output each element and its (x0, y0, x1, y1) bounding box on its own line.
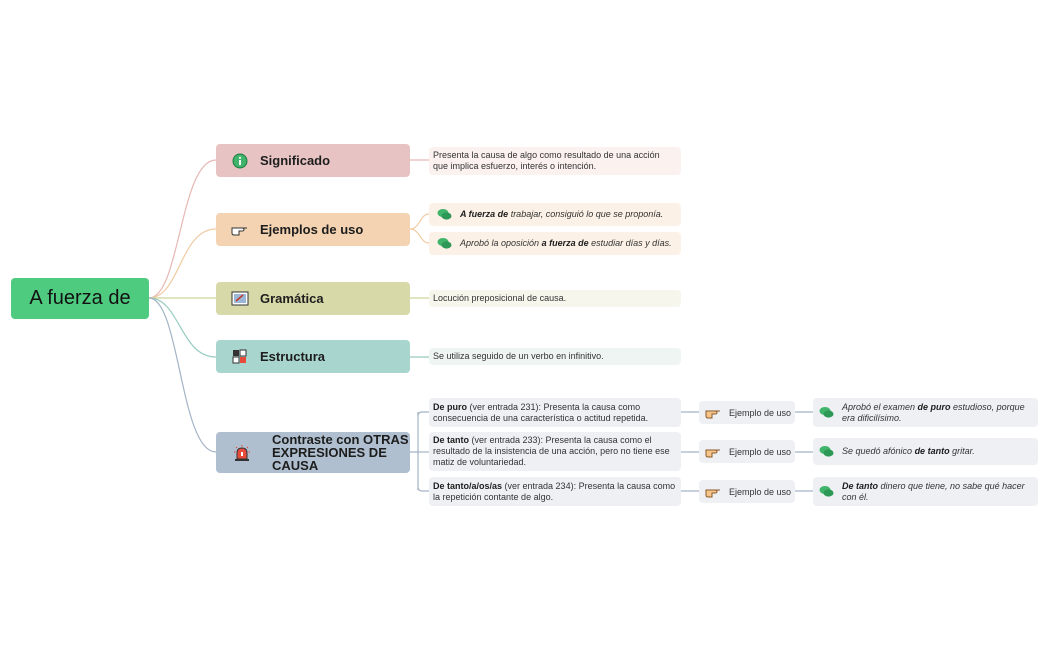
chat-bubbles-icon (819, 406, 834, 419)
branch-gramatica[interactable] (216, 282, 410, 315)
example-2-pre: Aprobó la oposición (460, 238, 542, 248)
gramatica-text-content: Locución preposicional de causa. (433, 293, 567, 303)
sentence-rest: dinero que tiene, no sabe qué hacer con él. (842, 480, 1025, 502)
example-2-bold: a fuerza de (541, 238, 589, 248)
ejemplo-label: Ejemplo de uso (729, 407, 792, 418)
contraste-term: De tanto/a/os/as (433, 480, 503, 491)
ejemplo-de-uso-node-2[interactable] (699, 440, 795, 463)
example-1-rest: trabajar, consiguió lo que se proponía. (508, 209, 664, 219)
ejemplo-de-uso-node-1[interactable] (699, 401, 795, 424)
branch-label: Gramática (260, 291, 324, 306)
info-icon (230, 151, 250, 171)
chat-bubbles-icon (819, 445, 834, 458)
contraste-desc: (ver entrada 233): Presenta la causa como el resultado de la insistencia de una acción, pero no tiene ese matiz de voluntariedad. (433, 435, 670, 467)
significado-text[interactable] (429, 147, 681, 175)
alarm-siren-icon (232, 443, 252, 463)
branch-label: Significado (260, 153, 331, 168)
pointing-hand-icon (705, 486, 721, 498)
sentence-rest: gritar. (949, 446, 975, 456)
contraste-sentence-2[interactable] (813, 438, 1038, 465)
root-label: A fuerza de (29, 287, 131, 309)
gramatica-text[interactable] (429, 290, 681, 307)
example-2-text (460, 238, 672, 249)
sentence-bold: de puro (917, 401, 951, 412)
pointing-hand-icon (705, 407, 721, 419)
contraste-sentence-3[interactable] (813, 477, 1038, 506)
root-topic[interactable] (11, 278, 149, 319)
estructura-text[interactable] (429, 348, 681, 365)
sentence-bold: de tanto (914, 446, 950, 456)
example-1-text (460, 209, 663, 220)
ejemplo-label: Ejemplo de uso (729, 486, 792, 497)
sentence-3-text (842, 481, 1038, 503)
sentence-rest: estudioso, porque era dificilísimo. (842, 401, 1025, 423)
pointing-hand-icon (705, 446, 721, 458)
branch-ejemplos[interactable] (216, 213, 410, 246)
contraste-item-de-tanto[interactable] (429, 432, 681, 471)
grammar-book-icon (230, 289, 250, 309)
contraste-term: De tanto (433, 435, 469, 445)
contraste-item-de-tanto-a-os-as[interactable] (429, 477, 681, 506)
example-sentence-2[interactable] (429, 232, 681, 255)
contraste-item-2-text (433, 435, 677, 468)
structure-blocks-icon (230, 347, 250, 367)
contraste-desc: (ver entrada 234): Presenta la causa como la repetición contante de algo. (433, 480, 676, 502)
branch-significado[interactable] (216, 144, 410, 177)
contraste-item-3-text (433, 481, 677, 503)
contraste-desc: (ver entrada 231): Presenta la causa como consecuencia de una característica o actitud repetida. (433, 401, 649, 423)
sentence-pre: Se quedó afónico (842, 446, 915, 456)
sentence-1-text (842, 402, 1038, 424)
sentence-pre: Aprobó el examen (842, 401, 918, 412)
contraste-item-1-text (433, 402, 677, 424)
example-1-bold: A fuerza de (460, 209, 509, 219)
branch-contraste[interactable] (216, 432, 410, 473)
ejemplo-de-uso-node-3[interactable] (699, 480, 795, 503)
branch-estructura[interactable] (216, 340, 410, 373)
branch-label: Contraste con OTRAS EXPRESIONES DE CAUSA (272, 432, 409, 473)
example-sentence-1[interactable] (429, 203, 681, 226)
estructura-text-content: Se utiliza seguido de un verbo en infinitivo. (433, 351, 604, 361)
chat-bubbles-icon (437, 237, 452, 250)
contraste-sentence-1[interactable] (813, 398, 1038, 427)
ejemplo-label: Ejemplo de uso (729, 446, 792, 457)
example-2-rest: estudiar días y días. (588, 238, 672, 248)
branch-label: Ejemplos de uso (260, 222, 364, 237)
sentence-bold: De tanto (842, 480, 878, 491)
pointing-hand-icon (230, 220, 250, 240)
chat-bubbles-icon (819, 485, 834, 498)
contraste-term: De puro (433, 401, 468, 412)
contraste-item-de-puro[interactable] (429, 398, 681, 427)
branch-label: Estructura (260, 349, 326, 364)
sentence-2-text (842, 446, 975, 457)
chat-bubbles-icon (437, 208, 452, 221)
significado-text-content: Presenta la causa de algo como resultado de una acción que implica esfuerzo, interés o intención. (433, 150, 660, 171)
